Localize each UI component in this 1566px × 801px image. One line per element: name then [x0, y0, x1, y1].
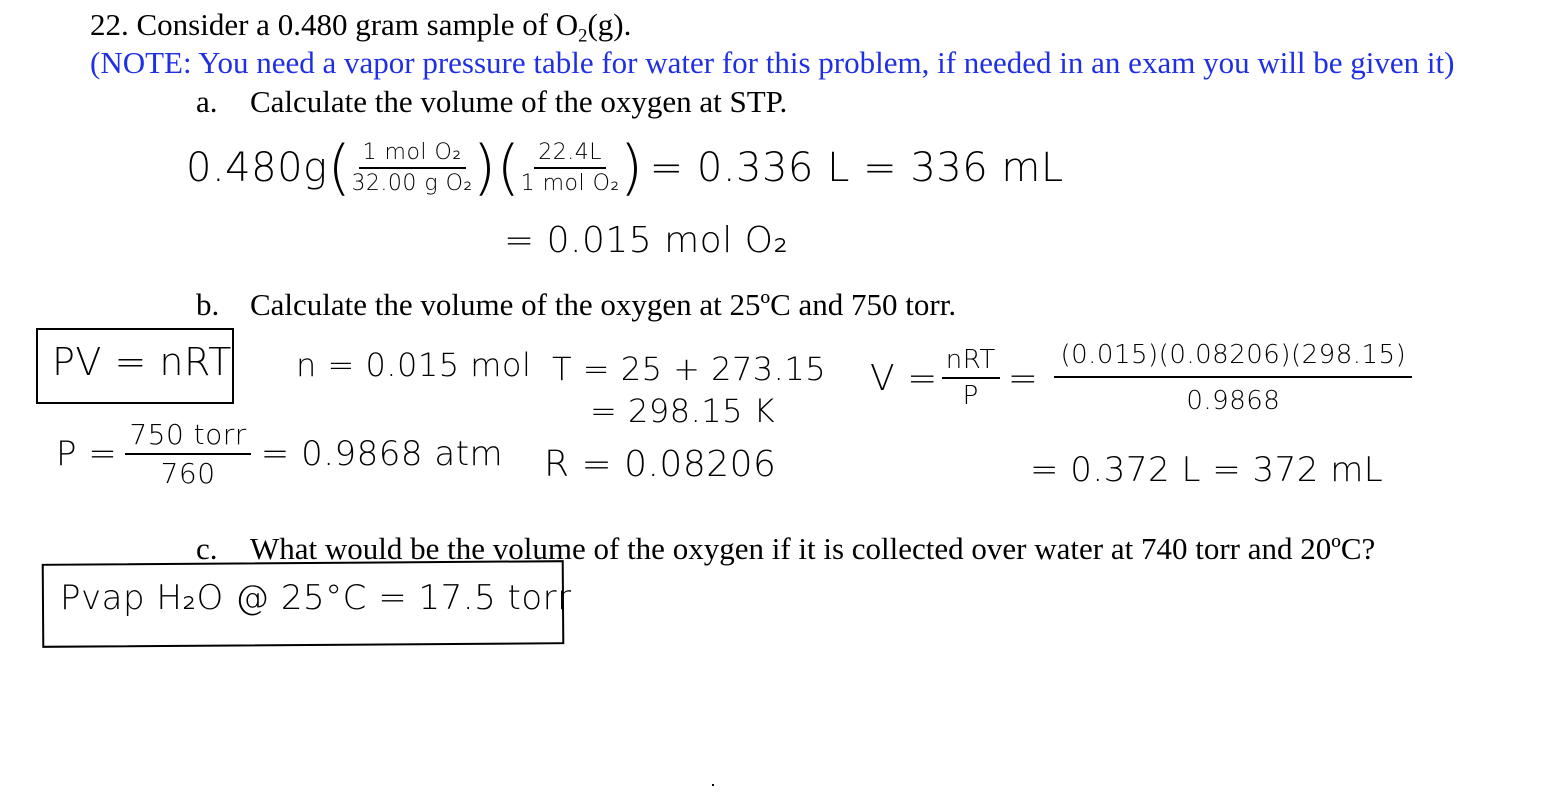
- part-a-mass: 0.480g: [186, 145, 328, 191]
- gas-law: PV = nRT: [52, 340, 232, 384]
- pressure-fraction: [125, 418, 250, 490]
- volume-fraction: [942, 345, 1000, 411]
- temperature-kelvin: = 298.15 K: [590, 392, 776, 430]
- close-paren: ): [619, 133, 644, 203]
- open-paren: (: [327, 133, 352, 203]
- part-c-letter: c.: [196, 531, 218, 566]
- stray-mark: [712, 784, 714, 786]
- moles-n: n = 0.015 mol: [296, 346, 532, 384]
- problem-note: (NOTE: You need a vapor pressure table for water for this problem, if needed in an exam you will be given it): [90, 45, 1455, 80]
- problem-title-text: 22. Consider a 0.480 gram sample of O: [90, 7, 579, 42]
- volume-substitution: [1054, 340, 1412, 416]
- volume-lhs: V =: [870, 357, 938, 399]
- fraction-1-numerator: 1 mol O₂: [359, 140, 466, 169]
- fraction-1-denominator: 32.00 g O₂: [351, 171, 473, 196]
- volume-numerator: nRT: [942, 345, 1000, 379]
- pressure-result: = 0.9868 atm: [260, 434, 504, 474]
- fraction-2-numerator: 22.4L: [534, 140, 606, 169]
- vapor-pressure: Pvap H₂O @ 25°C = 17.5 torr: [60, 578, 572, 618]
- close-paren: ): [472, 133, 497, 203]
- part-a-result: = 0.336 L = 336 mL: [649, 145, 1064, 191]
- pressure-conversion: [56, 414, 503, 494]
- part-a-fraction-2: [521, 140, 620, 196]
- part-a-calculation: [186, 128, 1064, 208]
- volume-formula: [870, 338, 1412, 418]
- part-a-fraction-1: [351, 140, 472, 196]
- gas-constant: R = 0.08206: [544, 444, 777, 485]
- volume-equals: =: [1007, 357, 1039, 399]
- part-b-question: Calculate the volume of the oxygen at 25ºC and 750 torr.: [250, 287, 957, 322]
- substitution-numerator: (0.015)(0.08206)(298.15): [1054, 340, 1412, 378]
- problem-title-end: (g).: [587, 7, 632, 42]
- temperature-sum: T = 25 + 273.15: [552, 350, 827, 388]
- volume-denominator: P: [962, 381, 979, 411]
- volume-result: = 0.372 L = 372 mL: [1030, 450, 1384, 490]
- pressure-lhs: P =: [56, 434, 118, 474]
- part-b-letter: b.: [196, 287, 220, 322]
- pressure-denominator: 760: [160, 457, 216, 490]
- part-a-question: Calculate the volume of the oxygen at STP.: [250, 84, 788, 119]
- pressure-numerator: 750 torr: [125, 418, 250, 455]
- part-a-moles: = 0.015 mol O₂: [504, 220, 789, 261]
- open-paren: (: [496, 133, 521, 203]
- problem-title-subscript: 2: [578, 25, 588, 47]
- part-c-question: What would be the volume of the oxygen if it is collected over water at 740 torr and 20ºC?: [250, 531, 1376, 566]
- fraction-2-denominator: 1 mol O₂: [520, 171, 620, 196]
- substitution-denominator: 0.9868: [1186, 386, 1281, 416]
- part-a-letter: a.: [196, 84, 218, 119]
